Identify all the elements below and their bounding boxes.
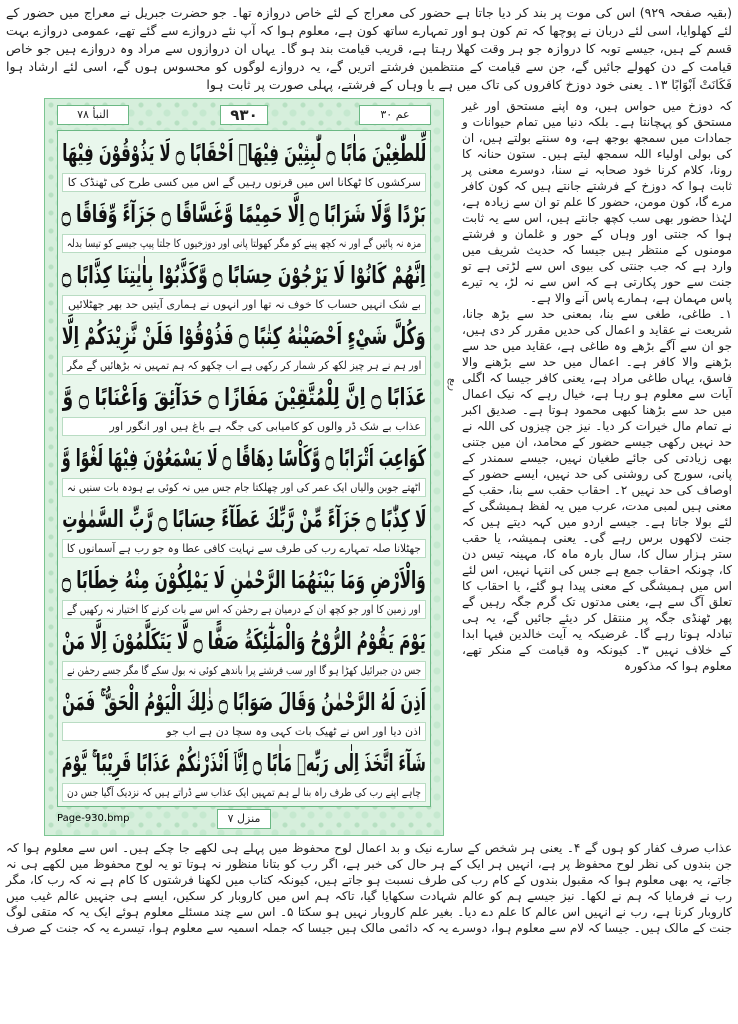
ayah-line [62,194,426,234]
translation-line [62,539,426,558]
translation-line [62,356,426,375]
ayah-text: وَكُلَّ شَيْءٍ اَحْصَيْنٰهُ كِتٰبًا ۝ فَذُوْقُوْا فَلَنْ نَّزِيْدَكُمْ اِلَّا [62,322,426,350]
ayah-line [62,743,426,783]
ayah-line [62,438,426,478]
ayah-line [62,255,426,295]
ayah-line [62,377,426,417]
page-header [57,105,431,125]
ayah-text: وَالْاَرْضِ وَمَا بَيْنَهُمَا الرَّحْمٰنِ لَا يَمْلِكُوْنَ مِنْهُ خِطَابًا ۝ [62,566,426,594]
ayah-line [62,682,426,722]
translation-line [62,661,426,680]
quran-text-panel [57,130,431,807]
ayah-text: لَا كِذّٰبًا ۝ جَزَآءً مِّنْ رَّبِّكَ عَطَآءً حِسَابًا ۝ رَّبِّ السَّمٰوٰتِ [61,505,426,533]
translation-text: اور زمین کا اور جو کچھ ان کے درمیان ہے رحمٰن کہ اس سے بات کرنے کا اختیار نہ رکھیں گے [67,603,421,616]
translation-line [62,783,426,802]
bottom-commentary: عذاب صرف کفار کو ہوں گے ۴۔ یعنی ہر شخص کے سارے نیک و بد اعمال لوح محفوظ میں پہلے ہی لکھے جا چکے ہیں۔ اس سے معلوم ہوا کہ جن بندوں کی نظر لوح محفوظ پر ہے، انہیں ہر ایک کے ہر حال کی خبر ہے، اگر رب کو بتانا منظور نہ ہوتا تو یہ لوح محفوظ میں لکھے ہی نہ جاتے، یہ بھی معلوم ہوا کہ مقبول بندوں کے کام رب کی طرف نسبت ہو جاتے ہیں، کیونکہ کتاب میں لکھنا فرشتوں کا کام ہے نہ کہ رب کا، مگر رب نے فرمایا کہ ہم نے لکھا۔ نیز جیسے ہم کو عالم شہادت سکھایا گیا، تاکہ ہم اس میں کاروبار کر سکیں، ایسے ہی جنہیں عالم غیب میں کاروبار کرنا ہے، رب نے انہیں اس عالم کا علم دے دیا۔ بغیر علم کاروبار نہیں ہو سکتا ۵۔ اس سے چند مسئلے معلوم ہوئے ایک یہ کہ متقی لوگ جنت کے مالک ہیں۔ جیسا کہ لام سے معلوم ہوا، دوسرے یہ کہ دائمی مالک ہیں جیسا کہ جملہ اسمیہ سے معلوم ہوا، تیسرے یہ کہ جنت کے صرف [6,841,732,935]
translation-line [62,722,426,741]
translation-text: عذاب بے شک ڈر والوں کو کامیابی کی جگہ ہے باغ ہیں اور انگور اور [109,420,421,433]
translation-line [62,173,426,192]
translation-text: چاہے اپنے رب کی طرف راہ بنا لے ہم تمہیں ایک عذاب سے ڈراتے ہیں کہ نزدیک آگیا جس دن [66,786,421,799]
translation-text: مزہ نہ پائیں گے اور نہ کچھ پینے کو مگر کھولتا پانی اور دوزخیوں کا جلتا پیپ جیسے کو تیسا بدلہ [66,237,421,250]
page-footer [57,807,431,831]
ayah-line [62,499,426,539]
quran-page-frame [44,98,444,836]
side-commentary [462,98,732,674]
translation-line [62,234,426,253]
translation-line [62,417,426,436]
manzil-label: منزل ۷ [217,809,272,829]
page-number: ۹۳۰ [220,105,268,125]
ayah-line [62,316,426,356]
ayah-text: كَوَاعِبَ اَتْرَابًا ۝ وَّكَاْسًا دِهَاقًا ۝ لَا يَسْمَعُوْنَ فِيْهَا لَغْوًا وَّ [61,444,426,472]
translation-text: اذن دیا اور اس نے ٹھیک بات کہی وہ سچا دن ہے اب جو [166,725,421,738]
ayah-list [62,133,426,802]
translation-text: اٹھتے جوبن والیاں ایک عمر کی اور چھلکتا جام جس میں نہ کوئی بے ہودہ بات سنیں نہ [67,481,421,494]
translation-line [62,478,426,497]
translation-text: جس دن جبرائیل کھڑا ہو گا اور سب فرشتے پرا باندھے کوئی نہ بول سکے گا مگر جسے رحمٰن نے [66,664,421,677]
ayah-text: شَآءَ اتَّخَذَ اِلٰى رَبِّهٖ مَاٰبًا ۝ اِنَّاۤ اَنْذَرْنٰكُمْ عَذَابًا قَرِيْبًا ۚ يَّوْمَ [61,749,426,777]
ayah-text: لِّلطّٰغِيْنَ مَاٰبًا ۝ لّٰبِثِيْنَ فِيْهَاۤ اَحْقَابًا ۝ لَا يَذُوْقُوْنَ فِيْهَا [62,139,426,167]
translation-line [62,295,426,314]
ayah-text: يَوْمَ يَقُوْمُ الرُّوْحُ وَالْمَلٰٓئِكَةُ صَفًّا ۝ لَّا يَتَكَلَّمُوْنَ اِلَّا مَنْ [62,627,426,655]
watermark: Page-930.bmp [57,813,130,824]
middle-section [6,98,732,836]
translation-text: بے شک انہیں حساب کا خوف نہ تھا اور انہوں نے ہماری آیتیں حد بھر جھٹلائیں [67,298,421,311]
ayah-line [62,133,426,173]
ayah-text: عَذَابًا ۝ اِنَّ لِلْمُتَّقِيْنَ مَفَازًا ۝ حَدَآئِقَ وَاَعْنَابًا ۝ وَّ [62,383,426,411]
translation-text: سرکشوں کا ٹھکانا اس میں قرنوں رہیں گے اس میں کسی طرح کی ٹھنڈک کا [67,176,421,189]
top-commentary: (بقیہ صفحہ ۹۲۹) اس کی موت پر بند کر دیا جاتا ہے حضور کی معراج کے لئے خاص دروازہ تھا۔ جو حضرت جبریل نے معراج میں حضور کے لئے کھلوایا، اسی لئے دربان نے پوچھا کہ تم کون ہو اور تمہارے ساتھ کون ہے، معلوم ہوا کہ آپ نئے دروازے سے گئے تھے، عمومی دروازے بہت قسم کے ہیں، جیسے توبہ کا دروازہ جو ہر وقت کھلا رہتا ہے، قریب قیامت بند ہو گا۔ یہاں ان دروازوں سے مراد وہ دروازے ہیں جو خاص قیامت کے دن کھولے جائیں گے، جن سے قیامت کے منتظمین فرشتے اتریں گے، یہ دروازے لوگوں کو محسوس ہوں گے، اسی لئے ارشاد ہوا فَكَانَتْ اَبْوَابًا ۱۳۔ یعنی خود دوزخ کافروں کی تاک میں ہے یا وہاں کے فرشتے، پہلی صورت پر ثابت ہوا [6,5,732,92]
surah-label: النبأ ۷۸ [57,105,129,125]
juz-label: عم ۳۰ [359,105,431,125]
ayah-line [62,621,426,661]
ayah-text: اِنَّهُمْ كَانُوْا لَا يَرْجُوْنَ حِسَابًا ۝ وَّكَذَّبُوْا بِاٰيٰتِنَا كِذَّابًا ۝ [62,261,426,289]
translation-text: جھٹلانا صلہ تمہارے رب کی طرف سے نہایت کافی عطا وہ جو رب ہے آسمانوں کا [66,542,421,555]
translation-line [62,600,426,619]
commentary-paragraph: کہ دوزخ میں حواس ہیں، وہ اپنے مستحق اور غیر مستحق کو پہچانتا ہے۔ بلکہ دنیا میں تمام حیوانات و جمادات میں سمجھ بوجھ ہے، وہ سنتے بولتے ہیں، ان کی بولی اولیاء اللہ سمجھ لیتے ہیں۔ ستون حنانہ کا رونا، کلام کرنا خود صحابہ نے سنا، دوسرے معنی پر ثابت ہوا کہ دوزخ کے فرشتے جانتے ہیں کہ کون کافر مرے گا، کون مومن، حضور کا علم تو ان سے زیادہ ہے، لہٰذا حضور بھی سب کچھ جانتے ہیں، اس سے یہ ثابت ہوا کہ جنتی اور وہاں کے حور و غلمان و فرشتے مومنوں کے منتظر ہیں جیسا کہ حدیث شریف میں وارد ہے کہ جب جنتی کی بیوی اس سے لڑتی ہے تو جنت سے حور پکارتی ہے کہ اس سے نہ لڑ، یہ تیرے پاس مہمان ہے، ہمارے پاس آنے والا ہے۔ [462,99,732,305]
ruku-marker: ربع [447,378,458,391]
ayah-line [62,560,426,600]
ayah-text: اَذِنَ لَهُ الرَّحْمٰنُ وَقَالَ صَوَابًا ۝ ذٰلِكَ الْيَوْمُ الْحَقُّ ۚ فَمَنْ [62,688,426,716]
commentary-paragraph: ۱۔ طاغی، طغی سے بنا، بمعنی حد سے بڑھ جانا، شریعت نے عقاید و اعمال کی حدیں مقرر کر دی ہیں، جو ان سے آگے بڑھے وہ طاغی ہے، عقاید میں حد سے بڑھنے والا کافر ہے۔ اعمال میں حد سے بڑھنے والا فاسق، یہاں طاغی مراد ہے، یعنی کافر جیسا کہ اگلی آیات سے معلوم ہو رہا ہے، خیال رہے کہ نیک اعمال میں حد سے بڑھنا کبھی محمود ہوتا ہے۔ صدیق اکبر نے تمام مال خیرات کر دیا۔ نیز جن چیزوں کی اللہ نے حد نہیں رکھی جیسے حضور کے محامد، ان میں جتنی بھی زیادتی کی جائے طغیان نہیں، جیسے سمندر کے پانی، سورج کی روشنی کی حد نہیں، ایسے حضور کے اوصاف کی حد نہیں ۲۔ احقاب حقب سے بنا، حقب کے معنی ہیں لمبی مدت، عرب میں یہ لفظ ہمیشگی کے لئے بولا جاتا ہے۔ جیسے اردو میں کہہ دیتے ہیں کہ جنت لاکھوں برس رہے گی۔ یعنی ہمیشہ، یا حقب ستر ہزار سال کا، سال بارہ ماہ کا، مہینہ تیس دن کا، چونکہ احقاب جمع ہے جس کی انتہا نہیں، اس لئے اس میں ہمیشگی کے معنی پیدا ہو گئے، یا احقاب کا تعلق آگ سے ہے، یعنی مدتوں تک گرم جگہ رہیں گے پھر ٹھنڈی جگہ پر منتقل کر دیئے جائیں گے، یہ ہی تبادلہ ہوتا رہے گا۔ غرضیکہ یہ آیت خالدین فیہا ابدا کے خلاف نہیں ۳۔ کیونکہ وہ قیامت کے منکر تھے، معلوم ہوا کہ مذکورہ [462,307,732,673]
translation-text: اور ہم نے ہر چیز لکھ کر شمار کر رکھی ہے اب چکھو کہ ہم تمہیں نہ بڑھائیں گے مگر [66,359,421,372]
ayah-text: بَرْدًا وَّلَا شَرَابًا ۝ اِلَّا حَمِيْمًا وَّغَسَّاقًا ۝ جَزَآءً وِّفَاقًا ۝ [61,200,426,228]
